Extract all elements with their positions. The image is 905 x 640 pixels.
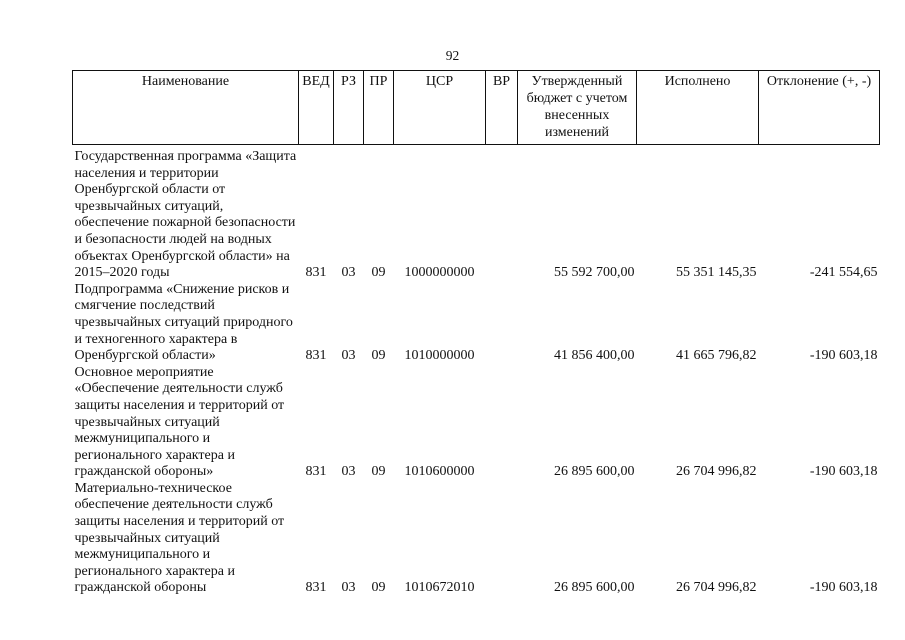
row-vr [486,282,518,365]
table-row [73,145,880,282]
row-csr: 1010600000 [404,464,475,480]
row-name: Основное мероприятие «Обеспечение деятельности служб защиты населения и территорий от чрезвычайных ситуаций межмуниципального и регионального характера и гражданской обороны» [74,364,285,480]
row-approved: 26 895 600,00 [554,464,635,480]
row-csr: 1000000000 [404,265,475,281]
row-approved: 41 856 400,00 [554,348,635,364]
header-deviation: Отклонение (+, -) [759,71,880,145]
row-approved: 55 592 700,00 [554,265,635,281]
row-csr: 1010000000 [404,348,475,364]
row-name: Материально-техническое обеспечение деятельности служб защиты населения и территорий от чрезвычайных ситуаций межмуниципального и регионального характера и гражданской обороны [74,480,285,596]
header-name: Наименование [73,71,299,145]
row-name: Подпрограмма «Снижение рисков и смягчение последствий чрезвычайных ситуаций природного и техногенного характера в Оренбургской области» [74,281,293,364]
row-vr [486,481,518,597]
row-rz: 03 [341,265,356,281]
header-ved: ВЕД [299,71,334,145]
row-pr: 09 [371,580,386,596]
row-rz: 03 [341,580,356,596]
header-approved-budget: Утвержденный бюджет с учетом внесенных изменений [518,71,637,145]
row-csr: 1010672010 [404,580,475,596]
row-vr [486,145,518,282]
table-header-row [73,71,880,145]
row-name: Государственная программа «Защита населения и территории Оренбургской области от чрезвычайных ситуаций, обеспечение пожарной безопасности и безопасности людей на водных объектах Оренбургской области» на 2015–2020 годы [74,149,297,281]
budget-execution-table [72,70,880,597]
row-ved: 831 [305,265,327,281]
row-executed: 41 665 796,82 [676,348,757,364]
row-executed: 26 704 996,82 [676,464,757,480]
row-executed: 26 704 996,82 [676,580,757,596]
row-pr: 09 [371,348,386,364]
row-deviation: -190 603,18 [809,580,878,596]
header-vr: ВР [486,71,518,145]
row-approved: 26 895 600,00 [554,580,635,596]
header-executed: Исполнено [637,71,759,145]
header-pr: ПР [364,71,394,145]
row-deviation: -190 603,18 [809,348,878,364]
row-ved: 831 [305,580,327,596]
table-row [73,282,880,365]
row-ved: 831 [305,464,327,480]
header-rz: РЗ [334,71,364,145]
table-row [73,481,880,597]
row-executed: 55 351 145,35 [676,265,757,281]
row-rz: 03 [341,348,356,364]
header-csr: ЦСР [394,71,486,145]
row-pr: 09 [371,464,386,480]
row-vr [486,365,518,481]
row-rz: 03 [341,464,356,480]
page-number: 92 [445,48,460,63]
row-pr: 09 [371,265,386,281]
row-deviation: -241 554,65 [809,265,878,281]
row-ved: 831 [305,348,327,364]
table-row [73,365,880,481]
row-deviation: -190 603,18 [809,464,878,480]
